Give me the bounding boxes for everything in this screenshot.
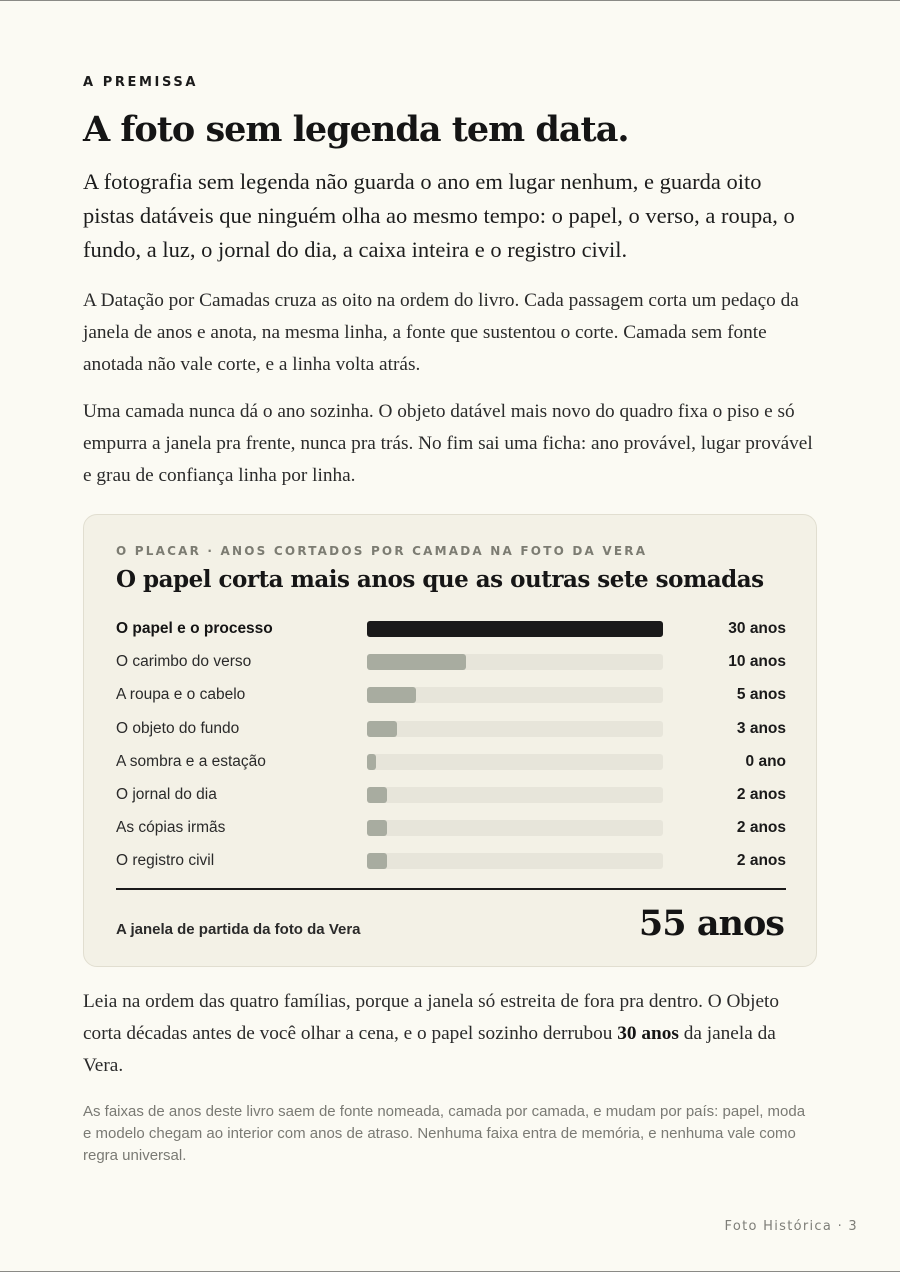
bar-row <box>116 745 786 778</box>
bar-row <box>116 844 786 877</box>
bar-label: O registro civil <box>116 852 215 870</box>
bar-value-label: 5 anos <box>736 686 786 704</box>
bar-track <box>367 754 663 770</box>
bar <box>367 687 416 703</box>
bar-value-label: 30 anos <box>728 620 786 637</box>
bar <box>367 621 663 637</box>
bar <box>367 787 387 803</box>
total-divider <box>116 888 786 890</box>
bar-track <box>367 621 663 637</box>
bar-track <box>367 654 663 670</box>
bar-value-label: 2 anos <box>736 785 786 803</box>
bar-row <box>116 778 786 811</box>
body-paragraph-3: Uma camada nunca dá o ano sozinha. O objeto datável mais novo do quadro fixa o piso e só empurra a janela pra frente, nunca pra trás. No fim sai uma ficha: ano provável, lugar provável e grau de confiança linha por linha. <box>83 401 813 486</box>
page-title: A foto sem legenda tem data. <box>83 109 629 150</box>
scoreboard-eyebrow: O PLACAR · ANOS CORTADOS POR CAMADA NA FOTO DA VERA <box>116 544 648 558</box>
bar-label: As cópias irmãs <box>116 819 226 837</box>
scoreboard-title: O papel corta mais anos que as outras sete somadas <box>116 566 764 593</box>
bar <box>367 654 466 670</box>
closing-text-start: Leia na ordem das quatro famílias, porque a janela só estreita de fora pra dentro. O Objeto corta décadas antes de você olhar a cena, e o papel sozinho derrubou <box>83 991 779 1044</box>
section-eyebrow: A PREMISSA <box>83 75 198 90</box>
source-note: As faixas de anos deste livro saem de fonte nomeada, camada por camada, e mudam por país: papel, moda e modelo chegam ao interior com anos de atraso. Nenhuma faixa entra de memória, e nenhuma vale como regra universal. <box>83 1103 806 1164</box>
bar-label: O papel e o processo <box>116 620 273 637</box>
closing-emphasis: 30 anos <box>617 1023 679 1044</box>
bar-value-label: 10 anos <box>728 653 786 671</box>
bar-value-label: 2 anos <box>736 819 786 837</box>
bar-label: O carimbo do verso <box>116 653 252 671</box>
bar-chart <box>116 612 786 878</box>
closing-paragraph <box>83 986 817 1082</box>
bar <box>367 853 387 869</box>
scoreboard-card <box>83 514 817 967</box>
bar-track <box>367 820 663 836</box>
bar-row <box>116 712 786 745</box>
bar <box>367 721 397 737</box>
bar-value-label: 0 ano <box>745 752 786 770</box>
bar <box>367 820 387 836</box>
total-value: 55 anos <box>638 903 784 944</box>
bar-label: A sombra e a estação <box>116 752 266 770</box>
bar-row <box>116 811 786 844</box>
bar-track <box>367 687 663 703</box>
bar-label: O jornal do dia <box>116 785 217 803</box>
bar-value-label: 3 anos <box>736 719 786 737</box>
bar-track <box>367 787 663 803</box>
bar-row <box>116 678 786 711</box>
bar-track <box>367 721 663 737</box>
closing-text-end: da janela da Vera. <box>83 1023 776 1076</box>
body-paragraph-2: A Datação por Camadas cruza as oito na ordem do livro. Cada passagem corta um pedaço da janela de anos e anota, na mesma linha, a fonte que sustentou o corte. Camada sem fonte anotada não vale corte, e a linha volta atrás. <box>83 290 799 375</box>
bar-value-label: 2 anos <box>736 852 786 870</box>
bar-row <box>116 612 786 645</box>
page-footer: Foto Histórica · 3 <box>724 1219 858 1234</box>
bar-track <box>367 853 663 869</box>
bar-row <box>116 645 786 678</box>
bar <box>367 754 376 770</box>
bar-label: A roupa e o cabelo <box>116 686 246 704</box>
bar-label: O objeto do fundo <box>116 719 240 737</box>
total-label: A janela de partida da foto da Vera <box>116 921 361 938</box>
lead-paragraph: A fotografia sem legenda não guarda o ano em lugar nenhum, e guarda oito pistas datáveis que ninguém olha ao mesmo tempo: o papel, o verso, a roupa, o fundo, a luz, o jornal do dia, a caixa inteira e o registro civil. <box>83 169 795 262</box>
